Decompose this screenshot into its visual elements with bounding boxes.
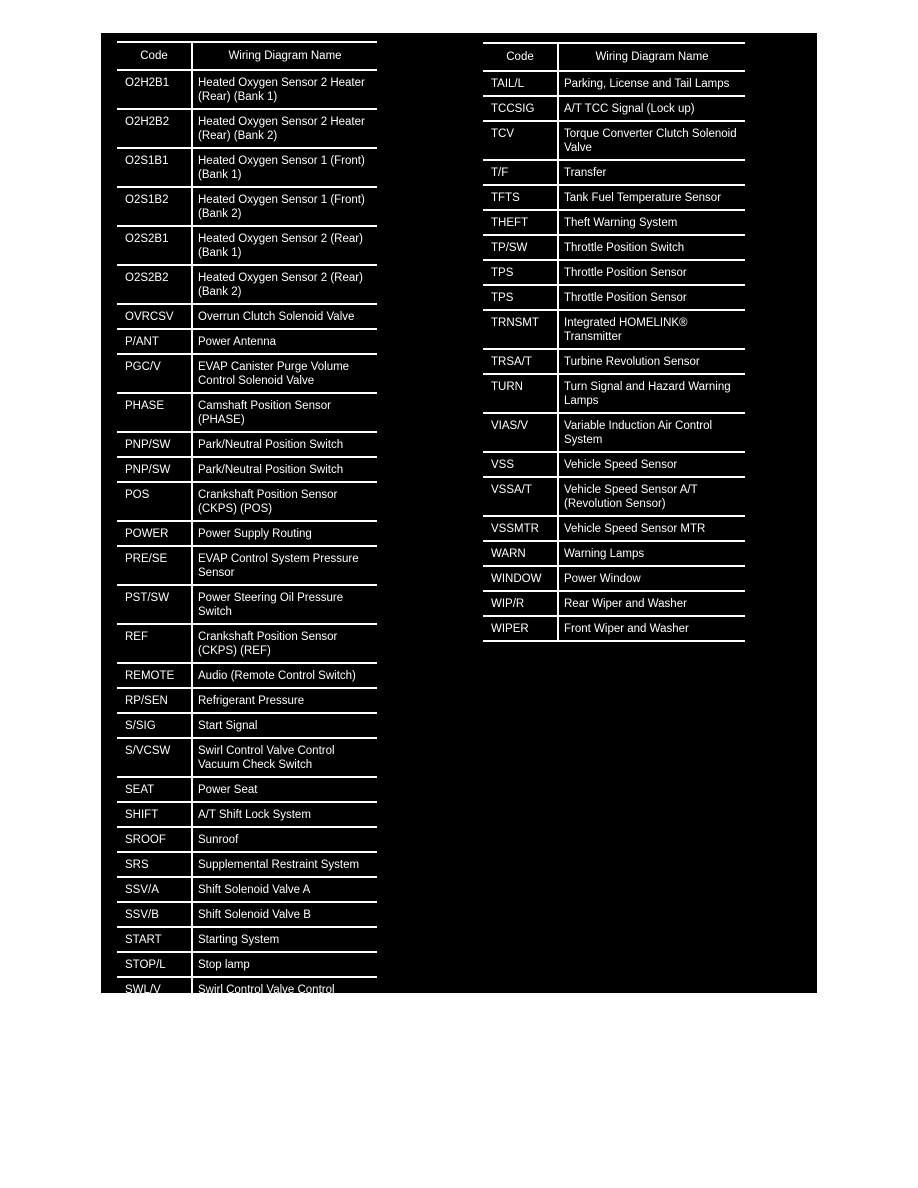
code-cell: SRS bbox=[117, 852, 192, 877]
table-row bbox=[117, 827, 377, 852]
code-cell: VIAS/V bbox=[483, 413, 558, 452]
table-row bbox=[117, 802, 377, 827]
table-row bbox=[117, 521, 377, 546]
diagram-name-cell: Crankshaft Position Sensor (CKPS) (REF) bbox=[192, 624, 377, 663]
diagram-name-cell: Shift Solenoid Valve B bbox=[192, 902, 377, 927]
diagram-name-cell: Parking, License and Tail Lamps bbox=[558, 71, 745, 96]
table-row bbox=[483, 160, 745, 185]
table-row bbox=[483, 96, 745, 121]
scanned-page bbox=[101, 33, 817, 1010]
code-cell: TCCSIG bbox=[483, 96, 558, 121]
diagram-name-cell: Crankshaft Position Sensor (CKPS) (POS) bbox=[192, 482, 377, 521]
table-row bbox=[483, 349, 745, 374]
wiring-code-table-right bbox=[483, 42, 745, 642]
code-cell: TPS bbox=[483, 285, 558, 310]
diagram-name-cell: EVAP Control System Pressure Sensor bbox=[192, 546, 377, 585]
code-cell: START bbox=[117, 927, 192, 952]
code-cell: TPS bbox=[483, 260, 558, 285]
diagram-name-cell: Refrigerant Pressure bbox=[192, 688, 377, 713]
diagram-name-cell: Heated Oxygen Sensor 2 Heater (Rear) (Bank 1) bbox=[192, 70, 377, 109]
table-row bbox=[117, 777, 377, 802]
table-row bbox=[117, 148, 377, 187]
table-row bbox=[483, 591, 745, 616]
diagram-name-cell: Vehicle Speed Sensor MTR bbox=[558, 516, 745, 541]
code-cell: S/VCSW bbox=[117, 738, 192, 777]
table-row bbox=[117, 70, 377, 109]
diagram-name-cell: Power Seat bbox=[192, 777, 377, 802]
code-cell: TRSA/T bbox=[483, 349, 558, 374]
diagram-name-cell: EVAP Canister Purge Volume Control Solenoid Valve bbox=[192, 354, 377, 393]
table-header-row bbox=[117, 42, 377, 70]
code-cell: VSSMTR bbox=[483, 516, 558, 541]
diagram-name-cell: Throttle Position Switch bbox=[558, 235, 745, 260]
diagram-name-cell: Turn Signal and Hazard Warning Lamps bbox=[558, 374, 745, 413]
diagram-name-cell: Stop lamp bbox=[192, 952, 377, 977]
diagram-name-cell: Supplemental Restraint System bbox=[192, 852, 377, 877]
code-cell: POWER bbox=[117, 521, 192, 546]
code-cell: O2S2B2 bbox=[117, 265, 192, 304]
code-cell: SHIFT bbox=[117, 802, 192, 827]
code-cell: O2H2B2 bbox=[117, 109, 192, 148]
diagram-name-cell: Camshaft Position Sensor (PHASE) bbox=[192, 393, 377, 432]
code-cell: REF bbox=[117, 624, 192, 663]
diagram-name-cell: Variable Induction Air Control System bbox=[558, 413, 745, 452]
diagram-name-cell: Vehicle Speed Sensor A/T (Revolution Sensor) bbox=[558, 477, 745, 516]
table-row bbox=[117, 877, 377, 902]
code-cell: WIP/R bbox=[483, 591, 558, 616]
code-cell: PNP/SW bbox=[117, 457, 192, 482]
diagram-name-cell: Throttle Position Sensor bbox=[558, 285, 745, 310]
diagram-name-cell: Starting System bbox=[192, 927, 377, 952]
code-cell: SROOF bbox=[117, 827, 192, 852]
table-row bbox=[483, 310, 745, 349]
code-cell: O2S1B2 bbox=[117, 187, 192, 226]
diagram-name-cell: Power Supply Routing bbox=[192, 521, 377, 546]
diagram-name-cell: Tank Fuel Temperature Sensor bbox=[558, 185, 745, 210]
code-cell: WARN bbox=[483, 541, 558, 566]
diagram-name-cell: Warning Lamps bbox=[558, 541, 745, 566]
diagram-name-cell: Vehicle Speed Sensor bbox=[558, 452, 745, 477]
diagram-name-cell: Transfer bbox=[558, 160, 745, 185]
code-cell: WIPER bbox=[483, 616, 558, 641]
code-cell: PRE/SE bbox=[117, 546, 192, 585]
code-cell: S/SIG bbox=[117, 713, 192, 738]
code-cell: PGC/V bbox=[117, 354, 192, 393]
table-header-row bbox=[483, 43, 745, 71]
code-cell: PST/SW bbox=[117, 585, 192, 624]
table-row bbox=[117, 927, 377, 952]
code-cell: RP/SEN bbox=[117, 688, 192, 713]
table-row bbox=[483, 516, 745, 541]
diagram-name-cell: Heated Oxygen Sensor 2 Heater (Rear) (Bank 2) bbox=[192, 109, 377, 148]
diagram-name-cell: Power Antenna bbox=[192, 329, 377, 354]
code-column-header: Code bbox=[483, 43, 558, 71]
table-row bbox=[117, 546, 377, 585]
code-cell: THEFT bbox=[483, 210, 558, 235]
code-cell: P/ANT bbox=[117, 329, 192, 354]
diagram-name-cell: Heated Oxygen Sensor 2 (Rear) (Bank 2) bbox=[192, 265, 377, 304]
table-row bbox=[117, 329, 377, 354]
code-cell: O2S2B1 bbox=[117, 226, 192, 265]
table-row bbox=[483, 121, 745, 160]
code-cell: TFTS bbox=[483, 185, 558, 210]
table-row bbox=[117, 902, 377, 927]
diagram-name-cell: Theft Warning System bbox=[558, 210, 745, 235]
diagram-name-cell: Swirl Control Valve Control Vacuum Check Switch bbox=[192, 738, 377, 777]
code-cell: PHASE bbox=[117, 393, 192, 432]
table-row bbox=[483, 413, 745, 452]
code-cell: TURN bbox=[483, 374, 558, 413]
diagram-name-cell: Torque Converter Clutch Solenoid Valve bbox=[558, 121, 745, 160]
table-row bbox=[483, 477, 745, 516]
table-row bbox=[117, 688, 377, 713]
diagram-name-cell: Front Wiper and Washer bbox=[558, 616, 745, 641]
diagram-name-cell: Heated Oxygen Sensor 1 (Front) (Bank 1) bbox=[192, 148, 377, 187]
table-row bbox=[117, 354, 377, 393]
code-cell: REMOTE bbox=[117, 663, 192, 688]
code-cell: O2H2B1 bbox=[117, 70, 192, 109]
table-row bbox=[483, 616, 745, 641]
code-cell: TAIL/L bbox=[483, 71, 558, 96]
table-row bbox=[483, 185, 745, 210]
table-row bbox=[117, 432, 377, 457]
code-cell: STOP/L bbox=[117, 952, 192, 977]
table-row bbox=[483, 541, 745, 566]
table-row bbox=[117, 663, 377, 688]
table-row bbox=[117, 738, 377, 777]
code-column-header: Code bbox=[117, 42, 192, 70]
diagram-name-cell: Park/Neutral Position Switch bbox=[192, 457, 377, 482]
code-cell: O2S1B1 bbox=[117, 148, 192, 187]
table-row bbox=[117, 713, 377, 738]
table-row bbox=[117, 304, 377, 329]
diagram-name-cell: A/T TCC Signal (Lock up) bbox=[558, 96, 745, 121]
diagram-name-cell: Overrun Clutch Solenoid Valve bbox=[192, 304, 377, 329]
table-row bbox=[483, 374, 745, 413]
diagram-name-cell: Power Window bbox=[558, 566, 745, 591]
table-row bbox=[117, 457, 377, 482]
diagram-name-cell: Start Signal bbox=[192, 713, 377, 738]
code-cell: VSSA/T bbox=[483, 477, 558, 516]
diagram-name-cell: Heated Oxygen Sensor 2 (Rear) (Bank 1) bbox=[192, 226, 377, 265]
table-row bbox=[483, 235, 745, 260]
table-row bbox=[483, 71, 745, 96]
table-row bbox=[117, 187, 377, 226]
table-row bbox=[483, 210, 745, 235]
code-cell: TCV bbox=[483, 121, 558, 160]
wiring-code-table-left bbox=[117, 41, 377, 1017]
code-cell: TP/SW bbox=[483, 235, 558, 260]
table-row bbox=[117, 624, 377, 663]
table-row bbox=[117, 226, 377, 265]
diagram-name-cell: Swirl Control Valve Control Solenoid Valve bbox=[192, 977, 377, 1016]
diagram-name-cell: Turbine Revolution Sensor bbox=[558, 349, 745, 374]
table-row bbox=[117, 109, 377, 148]
name-column-header: Wiring Diagram Name bbox=[192, 42, 377, 70]
name-column-header: Wiring Diagram Name bbox=[558, 43, 745, 71]
table-row bbox=[117, 852, 377, 877]
diagram-name-cell: A/T Shift Lock System bbox=[192, 802, 377, 827]
diagram-name-cell: Integrated HOMELINK® Transmitter bbox=[558, 310, 745, 349]
diagram-name-cell: Heated Oxygen Sensor 1 (Front) (Bank 2) bbox=[192, 187, 377, 226]
diagram-name-cell: Audio (Remote Control Switch) bbox=[192, 663, 377, 688]
diagram-name-cell: Shift Solenoid Valve A bbox=[192, 877, 377, 902]
code-cell: VSS bbox=[483, 452, 558, 477]
diagram-name-cell: Park/Neutral Position Switch bbox=[192, 432, 377, 457]
table-row bbox=[117, 265, 377, 304]
table-row bbox=[117, 977, 377, 1016]
code-cell: PNP/SW bbox=[117, 432, 192, 457]
code-cell: SEAT bbox=[117, 777, 192, 802]
table-row bbox=[483, 285, 745, 310]
diagram-name-cell: Power Steering Oil Pressure Switch bbox=[192, 585, 377, 624]
code-cell: SSV/A bbox=[117, 877, 192, 902]
code-cell: POS bbox=[117, 482, 192, 521]
code-cell: WINDOW bbox=[483, 566, 558, 591]
table-row bbox=[117, 393, 377, 432]
table-row bbox=[117, 952, 377, 977]
table-row bbox=[117, 585, 377, 624]
table-row bbox=[483, 260, 745, 285]
table-row bbox=[483, 452, 745, 477]
code-cell: SSV/B bbox=[117, 902, 192, 927]
code-cell: OVRCSV bbox=[117, 304, 192, 329]
table-row bbox=[117, 482, 377, 521]
code-cell: T/F bbox=[483, 160, 558, 185]
diagram-name-cell: Throttle Position Sensor bbox=[558, 260, 745, 285]
diagram-name-cell: Rear Wiper and Washer bbox=[558, 591, 745, 616]
code-cell: SWL/V bbox=[117, 977, 192, 1016]
table-row bbox=[483, 566, 745, 591]
code-cell: TRNSMT bbox=[483, 310, 558, 349]
diagram-name-cell: Sunroof bbox=[192, 827, 377, 852]
